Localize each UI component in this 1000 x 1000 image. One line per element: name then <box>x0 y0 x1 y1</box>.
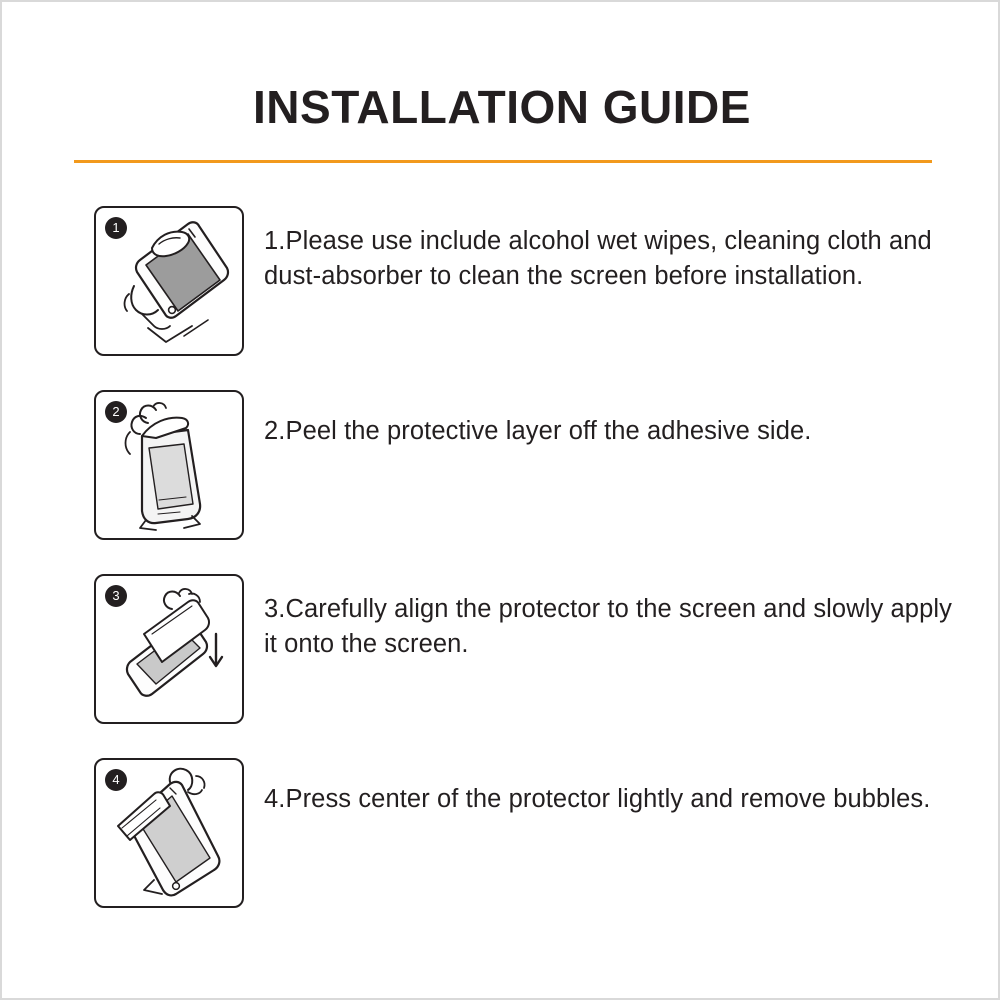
step-item <box>2 206 1000 356</box>
step-1-text: 1.Please use include alcohol wet wipes, cleaning cloth and dust-absorber to clean the screen before installation. <box>264 227 932 290</box>
title-divider <box>74 160 932 163</box>
step-item <box>2 758 1000 908</box>
step-item <box>2 574 1000 724</box>
step-2-badge: 2 <box>105 401 127 423</box>
step-2-illustration <box>94 390 244 540</box>
step-3-badge: 3 <box>105 585 127 607</box>
step-4-text: 4.Press center of the protector lightly and remove bubbles. <box>264 785 931 813</box>
step-3-text: 3.Carefully align the protector to the screen and slowly apply it onto the screen. <box>264 595 952 658</box>
steps-list <box>2 206 1000 942</box>
step-4-badge: 4 <box>105 769 127 791</box>
step-2-text: 2.Peel the protective layer off the adhesive side. <box>264 417 812 445</box>
step-4-illustration <box>94 758 244 908</box>
page-title: INSTALLATION GUIDE <box>253 81 751 133</box>
step-item <box>2 390 1000 540</box>
step-1-illustration <box>94 206 244 356</box>
step-3-illustration <box>94 574 244 724</box>
step-1-badge: 1 <box>105 217 127 239</box>
